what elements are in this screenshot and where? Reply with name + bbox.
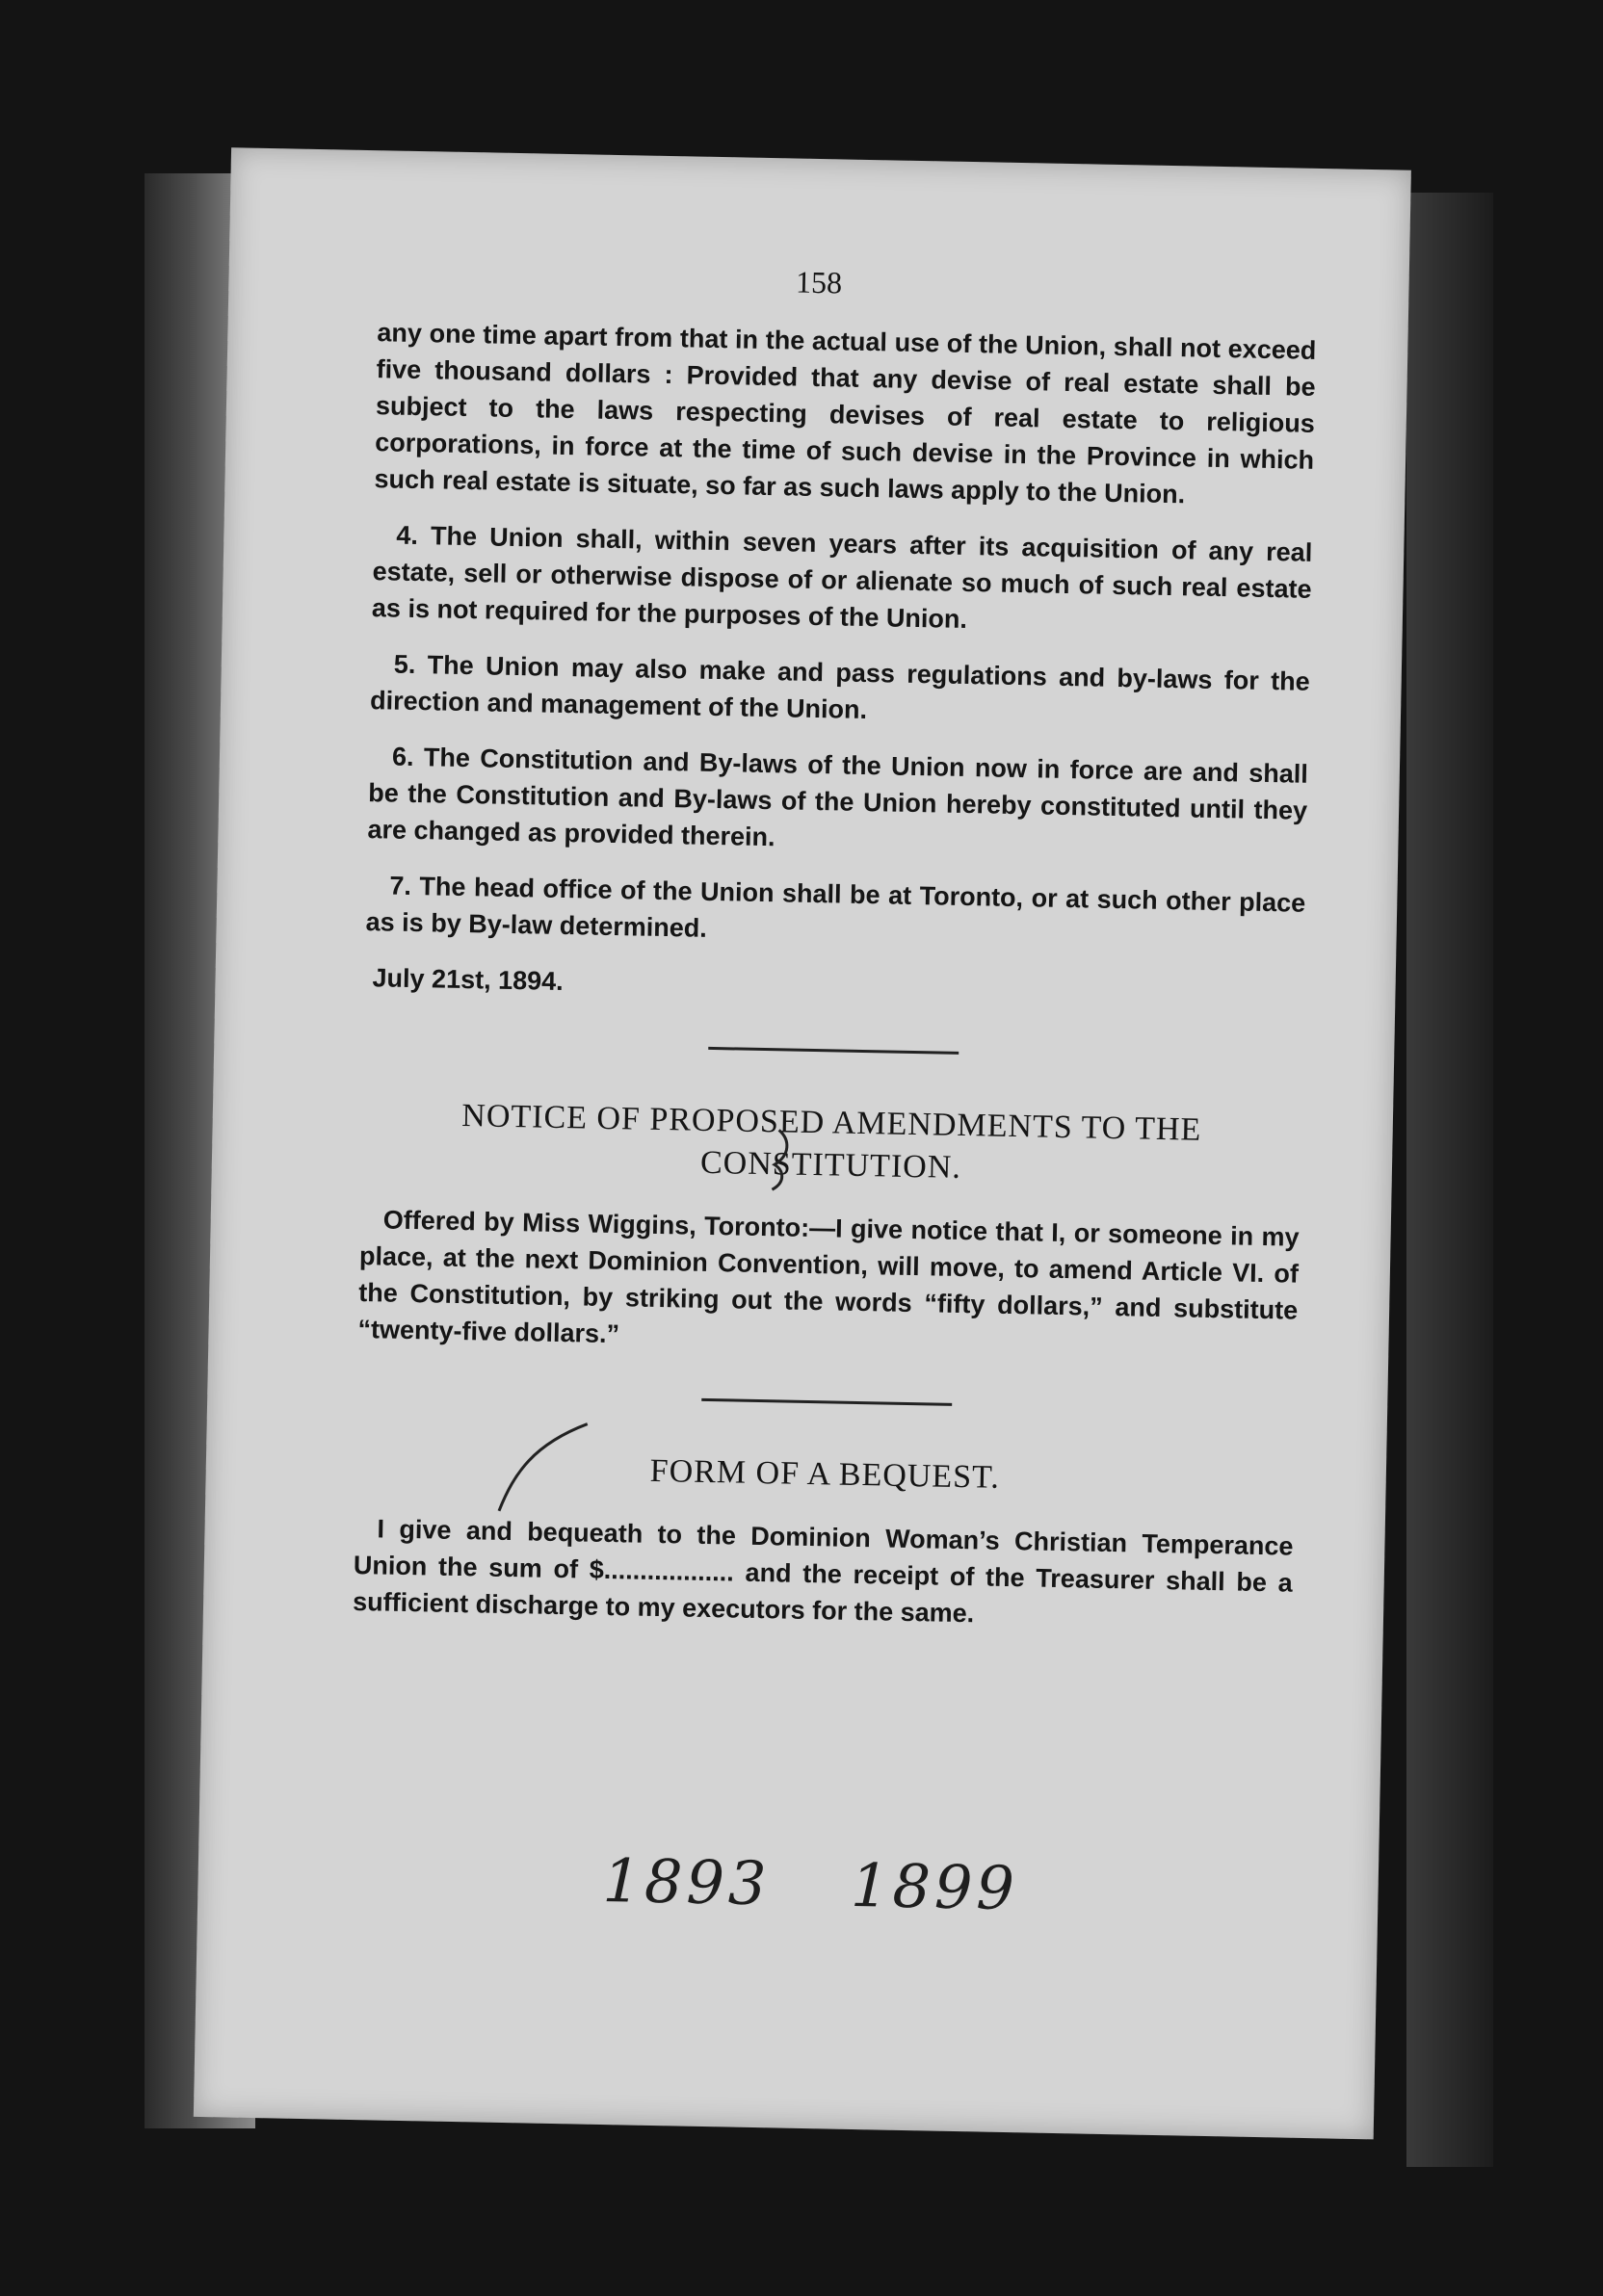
paragraph-5: 5. The Union may also make and pass regulations and by-laws for the direction and management of the Union. bbox=[369, 649, 1310, 725]
book-edge-right bbox=[1406, 193, 1493, 2167]
handwritten-amendment-mark bbox=[760, 1126, 800, 1194]
paragraph-6: 6. The Constitution and By-laws of the Union now in force are and shall be the Constitution and By-laws of the Union hereby constituted until they are changed as provided therein. bbox=[367, 742, 1309, 852]
paragraph-continuation: any one time apart from that in the actual use of the Union, shall not exceed five thousand dollars : Provided that any devise of real estate shall be subject to the laws respecting devises of real estate to religious corporations, in force at the time of such devise in the Province in which such real estate is situate, so far as such laws apply to the Union. bbox=[374, 318, 1317, 509]
bequest-heading: FORM OF A BEQUEST. bbox=[649, 1452, 1001, 1496]
document-page bbox=[194, 147, 1411, 2139]
bequest-text: I give and bequeath to the Dominion Woman’s Christian Temperance Union the sum of $.................. and the receipt of the Treasurer shall be a sufficient discharge to my executors for the same. bbox=[352, 1514, 1294, 1629]
handwritten-years bbox=[601, 1845, 1104, 1951]
paragraph-7: 7. The head office of the Union shall be at Toronto, or at such other place as is by By-law determined. bbox=[365, 871, 1306, 943]
date-line: July 21st, 1894. bbox=[372, 963, 564, 997]
notice-text: Offered by Miss Wiggins, Toronto:—I give notice that I, or someone in my place, at the next Dominion Convention, will move, to amend Article VI. of the Constitution, by striking out the words “fifty dollars,” and substitute “twenty-five dollars.” bbox=[357, 1205, 1300, 1349]
handwritten-tick-mark bbox=[489, 1415, 597, 1523]
section-divider bbox=[701, 1398, 952, 1406]
notice-heading: NOTICE OF PROPOSED AMENDMENTS TO THE CONSTITUTION. bbox=[460, 1098, 1202, 1186]
page-number: 158 bbox=[795, 264, 843, 300]
handwritten-year: 1899 bbox=[850, 1849, 1019, 1924]
handwritten-year: 1893 bbox=[601, 1844, 772, 1919]
paragraph-4: 4. The Union shall, within seven years after its acquisition of any real estate, sell or otherwise dispose of or alienate so much of such real estate as is not required for the purposes of the Union. bbox=[371, 520, 1313, 634]
section-divider bbox=[708, 1047, 959, 1055]
